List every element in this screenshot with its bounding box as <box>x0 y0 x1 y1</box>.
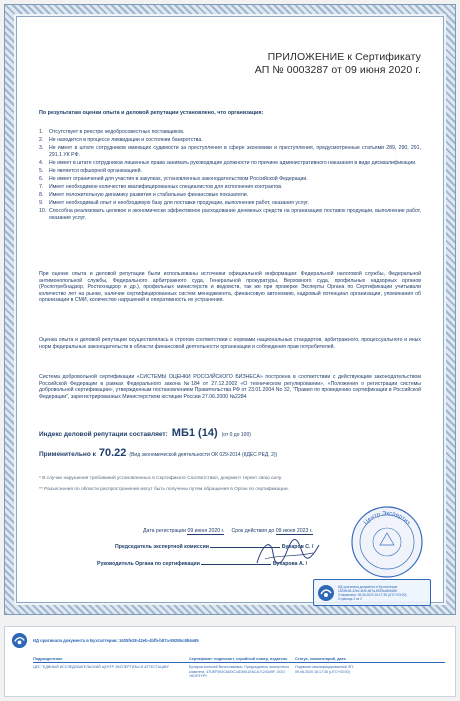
valid-until-label: Срок действия до <box>231 528 275 534</box>
condition-number: 2. <box>39 137 44 144</box>
conditions-list <box>39 129 421 223</box>
index-range: (от 0 до 100) <box>221 432 251 438</box>
chair-label: Председатель экспертной комиссии <box>115 544 209 550</box>
condition-number: 10. <box>39 208 47 215</box>
e-signature-logo-icon <box>317 584 335 602</box>
seal-text: Центр Экспертиз <box>363 510 411 527</box>
handwritten-signature <box>253 533 323 573</box>
condition-item <box>39 160 421 167</box>
appendix-header <box>255 51 421 77</box>
note-validity: * В случае нарушения требований установленных в Сертификате Соответствия, документ теряет свою силу. <box>39 476 283 481</box>
condition-number: 5. <box>39 167 44 174</box>
appendix-number: АП № 0003287 от 09 июня 2020 г. <box>254 64 421 76</box>
condition-number: 9. <box>39 200 44 207</box>
condition-text: Имеет положительную динамику развития и стабильные финансовые показатели. <box>49 192 249 199</box>
condition-number: 3. <box>39 145 44 152</box>
company-seal <box>350 505 424 579</box>
index-label: Индекс деловой репутации составляет: <box>39 431 168 438</box>
condition-item <box>39 208 421 221</box>
condition-text: Способна реализовать целевое и экономически эффективное расходование денежных средств на организацию поставок продукции, выполнение работ, оказание услуг. <box>49 208 421 222</box>
head-name: Бухарова А. / <box>272 561 308 567</box>
condition-item <box>39 200 421 207</box>
cell-department: ЦЕС "ЕДИНЫЙ ИССЛЕДОВАТЕЛЬСКИЙ ЦЕНТР ЭКСПЕРТИЗЫ И АТТЕСТАЦИИ" <box>33 665 170 669</box>
cell-status: Подписан квалифицированной ЭП: 09.06.2020 16:17:35 (UTC+03:00) <box>295 665 354 674</box>
contur-logo-icon <box>11 632 28 649</box>
col-certificate: Сертификат: подписант, серийный номер, издатель <box>189 657 288 661</box>
col-status: Статус, комментарий, дата <box>295 657 346 661</box>
date-reg-value: 09 июня 2020 г. <box>187 528 225 534</box>
stamp-line: 1625fe28-42eb-4bfb-b87a-8925bc8b6a95 <box>338 588 398 593</box>
sources-paragraph: При оценке опыта и деловой репутации были использованы источники официальной информации: Федеральной налоговой службы, Федеральной антимонопольной службы, Федерального арбитражного суда, Генеральной прокуратуры, Верховного суда, профильных надзорных органов (Роспотребнадзор, Ростехнадзор и др.), профильных министерств и ведомств, так же при проверке Эксперты Органа по Сертификации учитывали количество лет на рынке, наличие сертифицированных систем менеджмента, финансовую автономию, кадровый потенциал организации, упоминания об организации в СМИ, количество нарушений и оперативность их устранения. <box>39 271 421 304</box>
col-department: Подразделение <box>33 657 63 661</box>
chair-name: Бухаров С. / <box>281 544 314 550</box>
stamp-line: Страница 2 из 2 <box>338 596 362 601</box>
table-row <box>33 663 445 679</box>
apply-value: 70.22 <box>98 447 127 459</box>
condition-text: Не находится в процессе ликвидации и состоянии банкротства. <box>49 137 203 144</box>
condition-text: Не имеет в штате сотрудников имеющих судимости за преступления в сфере экономики и преступления, предусмотренные статьями 289, 290, 291, 291.1 УК РФ. <box>49 145 421 158</box>
note-clarifications: ** Разъяснения по области распространения могут быть получены путем обращения в Орган по сертификации. <box>39 487 289 492</box>
condition-item <box>39 192 421 199</box>
condition-number: 7. <box>39 184 44 191</box>
stamp-lines <box>338 585 406 601</box>
condition-item <box>39 145 421 158</box>
condition-text: Имеет необходимое количество квалифицированных специалистов для исполнения контрактов. <box>49 184 283 191</box>
apply-description: (Вид экономической деятельности ОК 029-2014 (КДЕС РЕД. 2)) <box>129 452 278 458</box>
condition-number: 1. <box>39 129 44 135</box>
apply-label: Применительно к <box>39 451 96 458</box>
condition-text: Отсутствует в реестре недобросовестных поставщиков. <box>49 129 185 135</box>
appendix-title: ПРИЛОЖЕНИЕ к Сертификату <box>267 51 421 63</box>
condition-number: 6. <box>39 176 44 183</box>
condition-item <box>39 137 421 144</box>
stamp-line: Отправлено: 09.06.2020 16:17:35 (UTC+03:00) <box>338 592 407 597</box>
apply-line <box>39 447 277 459</box>
condition-number: 8. <box>39 192 44 199</box>
valid-until-value: 09 июня 2023 г. <box>275 528 313 534</box>
protocol-header <box>11 632 199 649</box>
condition-item <box>39 129 421 136</box>
condition-number: 4. <box>39 159 44 166</box>
index-line <box>39 427 251 439</box>
condition-text: Не является офшорной организацией. <box>49 167 142 174</box>
protocol-table <box>33 657 445 679</box>
condition-text: Имеет необходимый опыт и необходимую базу для поставки продукции, выполнения работ, оказания услуг. <box>49 200 309 207</box>
conformity-paragraph: Оценка опыта и деловой репутации осуществлялась в строгом соответствии с нормами национальных стандартов, арбитражного, процессуального и иных норм федеральных законодательств в области финансовой деятельности организации и соблюдения прав потребителей. <box>39 337 421 350</box>
condition-item <box>39 176 421 183</box>
lead-statement: По результатам оценки опыта и деловой репутации установлено, что организация: <box>39 110 264 116</box>
condition-text: Не имеет в штате сотрудников лишенных права занимать руководящие должности по причине административного наказания в виде дисквалификации. <box>49 159 417 166</box>
system-paragraph: Система добровольной сертификации «СИСТЕМЫ ОЦЕНКИ РОССИЙСКОГО БИЗНЕСА» построена в соответствии с действующим законодательством Российской Федерации в рамках Федерального закона №184 от 27.12.2002 «О техническом регулировании», «Положения о регистрации системы добровольной сертификации», утвержденным постановлением Правительства РФ от 23.01.2004 No 32, "Правил по проведению сертификации в Российской Федерации", зарегистрированных Министерством юстиции России 27.06.2000 №2284 <box>39 374 421 400</box>
stamp-line: ИД оригинала документа в Бухгалтерии: <box>338 584 399 589</box>
e-signature-stamp <box>313 579 431 606</box>
document-id: ИД оригинала документа в Бухгалтерии: 1625fe28-42eb-4bfb-b87a-8925bc8b6a95 <box>33 638 199 643</box>
certificate-page <box>4 4 456 615</box>
condition-item <box>39 168 421 175</box>
date-reg-label: Дата регистрации <box>143 528 186 534</box>
head-label: Руководитель Органа по сертификации <box>97 561 200 567</box>
signature-protocol-panel <box>4 626 456 697</box>
index-value: МБ1 (14) <box>171 427 218 439</box>
condition-item <box>39 184 421 191</box>
condition-text: Не имеет ограничений для участия в закупках, установленных законодательством Российской Федерации. <box>49 176 308 183</box>
cell-certificate: Бухаров Алексей Вячеславович, Председатель экспертного комитета, 47DEF592C6D0C14D6911E6CA7124349F, ООО «КОНТУР» <box>189 665 290 679</box>
